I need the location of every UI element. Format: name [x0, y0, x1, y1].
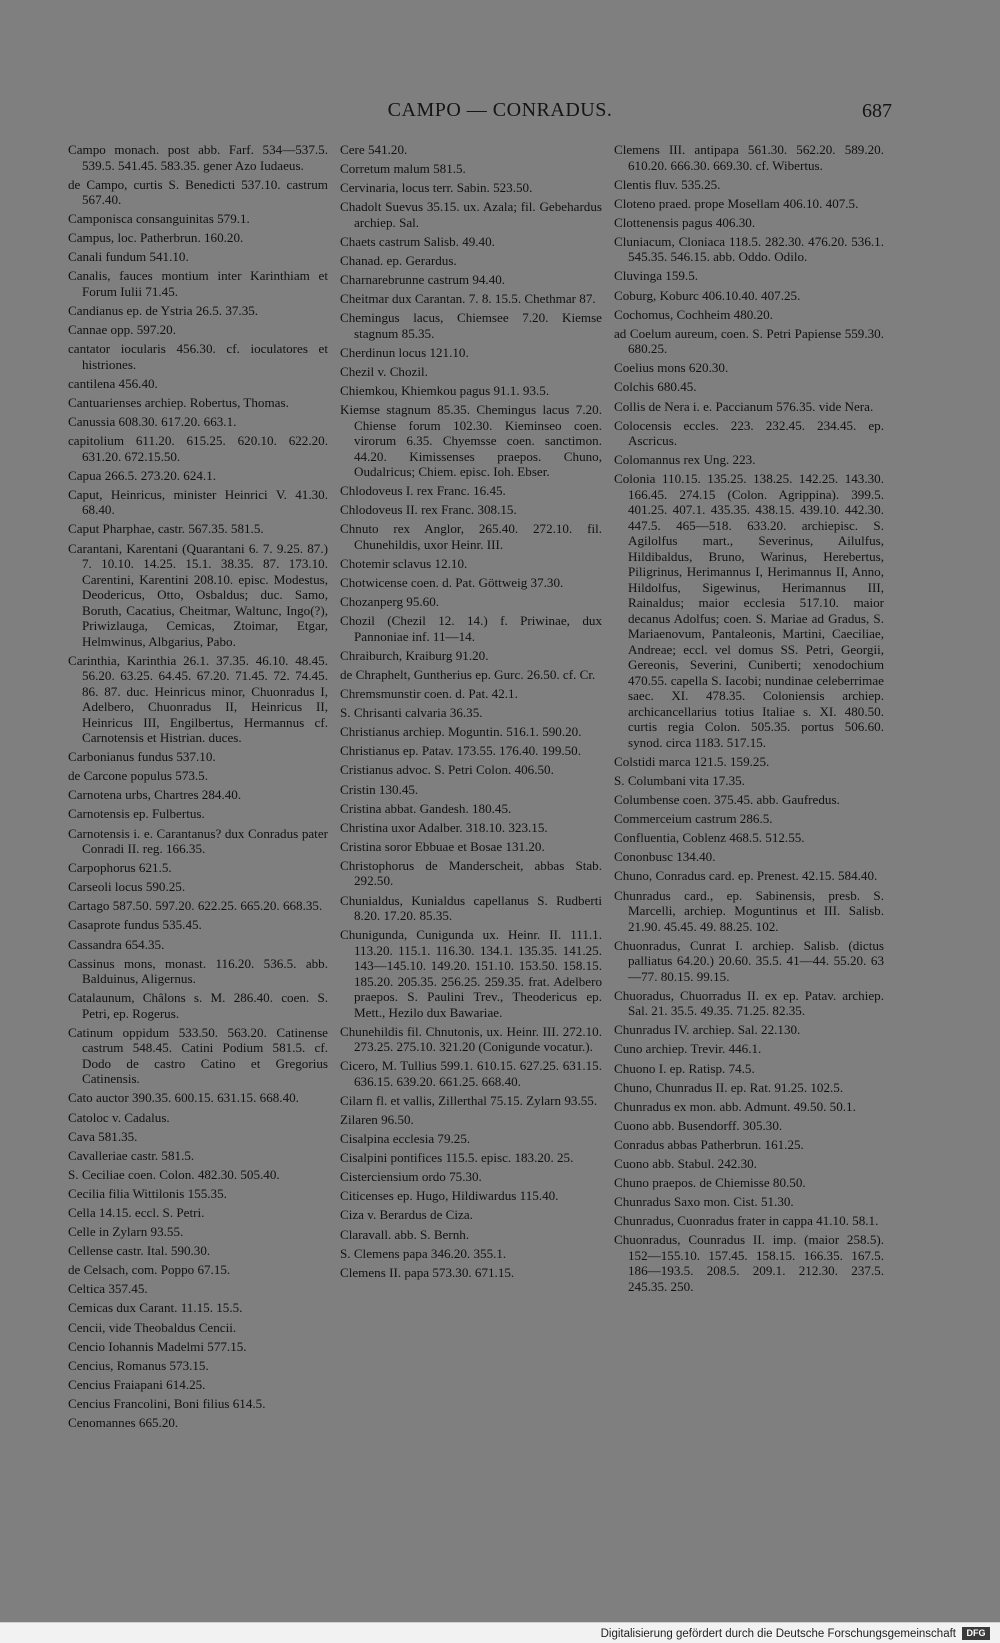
index-entry: Caput, Heinricus, minister Heinrici V. 41.30. 68.40. — [68, 486, 328, 518]
index-entry: Cere 541.20. — [340, 142, 408, 157]
index-entry: capitolium 611.20. 615.25. 620.10. 622.20. 631.20. 672.15.50. — [68, 433, 328, 464]
index-entry: Canali fundum 541.10. — [68, 249, 189, 265]
index-entry: Cherdinun locus 121.10. — [340, 344, 469, 360]
index-entry: Cassandra 654.35. — [68, 936, 165, 952]
index-entry: Cato auctor 390.35. 600.15. 631.15. 668.40. — [68, 1090, 299, 1106]
index-entry: Chlodoveus II. rex Franc. 308.15. — [340, 502, 517, 518]
index-entry: Chozil (Chezil 12. 14.) f. Priwinae, dux Pannoniae inf. 11—14. — [340, 613, 602, 644]
index-entry: Chadolt Suevus 35.15. ux. Azala; fil. Gebehardus archiep. Sal. — [340, 199, 602, 230]
index-entry: Christophorus de Manderscheit, abbas Stab. 292.50. — [340, 857, 602, 889]
index-entry: Cuno archiep. Trevir. 446.1. — [614, 1041, 762, 1057]
index-entry: Cisalpina ecclesia 79.25. — [340, 1131, 471, 1147]
index-entry: Ciza v. Berardus de Ciza. — [340, 1207, 473, 1223]
index-entry: Chuono I. ep. Ratisp. 74.5. — [614, 1060, 755, 1076]
index-entry: Chunradus Saxo mon. Cist. 51.30. — [614, 1194, 794, 1210]
index-entry: Chezil v. Chozil. — [340, 363, 428, 379]
index-entry: Chunehildis fil. Chnutonis, ux. Heinr. III. 272.10. 273.25. 275.10. 321.20 (Conigunde vocatur.). — [340, 1023, 602, 1055]
index-entry: Celle in Zylarn 93.55. — [68, 1224, 184, 1240]
index-entry: Chunigunda, Cunigunda ux. Heinr. II. 111.1. 113.20. 115.1. 116.30. 134.1. 135.35. 141.25. 143—145.10. 149.20. 151.10. 153.50. 158.15. 185.20. 205.35. 256.25. 259.35. frat. Adelbero praepos. S. Paulini Trev., Theodericus ep. Mett., Hezilo dux Bawariae. — [340, 927, 602, 1020]
index-entry: Corretum malum 581.5. — [340, 161, 466, 177]
index-entry: Campo monach. post abb. Farf. 534—537.5. 539.5. 541.45. 583.35. gener Azo Iudaeus. — [68, 142, 328, 173]
index-entry: Christianus ep. Patav. 173.55. 176.40. 199.50. — [340, 743, 582, 759]
index-entry: Chuonradus, Cunrat I. archiep. Salisb. (dictus palliatus 64.20.) 20.60. 35.5. 41—44. 55.20. 63—77. 80.15. 99.15. — [614, 937, 884, 984]
index-entry: Chotemir sclavus 12.10. — [340, 556, 468, 571]
index-entry: Colonia 110.15. 135.25. 138.25. 142.25. 143.30. 166.45. 274.15 (Colon. Agrippina). 399.5. 401.25. 407.1. 435.35. 438.15. 439.10. 442.30. 447.5. 465—518. 633.20. archiepisc. S. Agilolfus mart., Severinus, Ailulfus, Hildibaldus, Bruno, Warinus, Herebertus, Piligrinus, Herimannus I, Herimannus II, Anno, Hildolfus, Sigewinus, Herimannus III, Rainaldus; maior ecclesia 517.10. maior decanus Adolfus; coen. S. Mariae ad Gradus, S. Mariaenovum, Pantaleonis, Martini, Caeciliae, Andreae; eccl. vel domus SS. Petri, Georgii, Gereonis, Severini, Cuniberti; xenodochium 470.55. capella S. Iacobi; nundinae celeberrimae saec. XI. 478.35. Coloniensis archiep. archicancellarius totius Italiae s. XI. 480.50. curtis regia Colon. 505.35. portus 506.60. synod. circa 1183. 517.15. — [614, 471, 884, 750]
index-entry: Columbense coen. 375.45. abb. Gaufredus. — [614, 792, 840, 808]
index-entry: de Campo, curtis S. Benedicti 537.10. castrum 567.40. — [68, 176, 328, 208]
index-entry: Cannae opp. 597.20. — [68, 322, 177, 338]
index-entry: Chuoradus, Chuorradus II. ex ep. Patav. archiep. Sal. 21. 35.5. 49.35. 71.25. 82.35. — [614, 987, 884, 1019]
index-entry: Catoloc v. Cadalus. — [68, 1109, 170, 1125]
index-entry: Cervinaria, locus terr. Sabin. 523.50. — [340, 180, 533, 196]
index-entry: Cluvinga 159.5. — [614, 268, 699, 284]
index-entry: Cononbusc 134.40. — [614, 849, 716, 865]
index-column-3 — [614, 142, 884, 1298]
index-entry: Catinum oppidum 533.50. 563.20. Catinense castrum 548.45. Catini Podium 581.5. cf. Dodo de castro Catino et Gregorius Catinensis. — [68, 1024, 328, 1087]
index-entry: Chraiburch, Kraiburg 91.20. — [340, 647, 489, 663]
index-entry: Campus, loc. Patherbrun. 160.20. — [68, 230, 244, 246]
index-entry: de Celsach, com. Poppo 67.15. — [68, 1262, 231, 1278]
index-entry: Chanad. ep. Gerardus. — [340, 252, 457, 268]
index-entry: Cencii, vide Theobaldus Cencii. — [68, 1319, 237, 1335]
index-entry: Cuono abb. Stabul. 242.30. — [614, 1156, 757, 1171]
index-entry: Cisterciensium ordo 75.30. — [340, 1169, 482, 1185]
index-entry: Charnarebrunne castrum 94.40. — [340, 272, 506, 288]
index-entry: Cristina soror Ebbuae et Bosae 131.20. — [340, 838, 545, 854]
index-entry: Cemicas dux Carant. 11.15. 15.5. — [68, 1300, 243, 1316]
index-entry: S. Columbani vita 17.35. — [614, 773, 745, 788]
index-entry: Carpophorus 621.5. — [68, 860, 172, 876]
index-entry: Cella 14.15. eccl. S. Petri. — [68, 1204, 205, 1220]
index-entry: Cartago 587.50. 597.20. 622.25. 665.20. 668.35. — [68, 898, 323, 914]
footer-credit: Digitalisierung gefördert durch die Deutsche Forschungsgemeinschaft — [600, 1628, 956, 1640]
index-entry: Claravall. abb. S. Bernh. — [340, 1226, 470, 1242]
index-entry: Candianus ep. de Ystria 26.5. 37.35. — [68, 303, 259, 319]
index-entry: Colomannus rex Ung. 223. — [614, 452, 756, 468]
index-entry: Chunialdus, Kunialdus capellanus S. Rudberti 8.20. 17.20. 85.35. — [340, 892, 602, 923]
index-entry: Zilaren 96.50. — [340, 1111, 414, 1127]
index-entry: Chotwicense coen. d. Pat. Göttweig 37.30. — [340, 575, 564, 591]
index-entry: Clentis fluv. 535.25. — [614, 176, 721, 192]
index-entry: Confluentia, Coblenz 468.5. 512.55. — [614, 830, 805, 846]
index-entry: Cilarn fl. et vallis, Zillerthal 75.15. Zylarn 93.55. — [340, 1092, 598, 1108]
index-entry: Citicenses ep. Hugo, Hildiwardus 115.40. — [340, 1188, 559, 1204]
index-entry: Caput Pharphae, castr. 567.35. 581.5. — [68, 521, 264, 537]
index-entry: Kiemse stagnum 85.35. Chemingus lacus 7.20. Chiense forum 102.30. Kieminseo coen. virorum 6.35. Chyemsse coen. sanctimon. 44.20. Kimissenses praepos. Chuno, Oudalricus; Chiem. episc. Ioh. Ebser. — [340, 402, 602, 480]
index-entry: Colchis 680.45. — [614, 379, 697, 395]
index-entry: Chlodoveus I. rex Franc. 16.45. — [340, 483, 506, 499]
index-entry: Carnotensis i. e. Carantanus? dux Conradus pater Conradi II. reg. 166.35. — [68, 825, 328, 857]
index-entry: S. Chrisanti calvaria 36.35. — [340, 705, 483, 721]
index-entry: Capua 266.5. 273.20. 624.1. — [68, 467, 217, 483]
index-entry: Cristin 130.45. — [340, 781, 419, 797]
index-entry: Casaprote fundus 535.45. — [68, 917, 202, 933]
index-entry: de Chraphelt, Guntherius ep. Gurc. 26.50. cf. Cr. — [340, 666, 596, 682]
page-title: CAMPO — CONRADUS. — [387, 99, 613, 121]
index-entry: Chremsmunstir coen. d. Pat. 42.1. — [340, 686, 518, 702]
index-entry: Christina uxor Adalber. 318.10. 323.15. — [340, 819, 548, 835]
index-entry: Cassinus mons, monast. 116.20. 536.5. abb. Balduinus, Aligernus. — [68, 955, 328, 987]
index-entry: Chuno, Chunradus II. ep. Rat. 91.25. 102.5. — [614, 1079, 844, 1095]
index-entry: Carinthia, Karinthia 26.1. 37.35. 46.10. 48.45. 56.20. 63.25. 64.45. 67.20. 71.45. 72. 74.45. 86. 87. duc. Heinricus minor, Chuonradus I, Adelbero, Chuonradus II, Heinricus II, Heinricus III, Engilbertus, Hermannus cf. Carnotensis et Histrian. duces. — [68, 652, 328, 746]
index-entry: Cencius, Romanus 573.15. — [68, 1357, 209, 1373]
index-entry: Cenomannes 665.20. — [68, 1415, 179, 1430]
index-entry: Cluniacum, Cloniaca 118.5. 282.30. 476.20. 536.1. 545.35. 546.15. abb. Oddo. Odilo. — [614, 233, 884, 265]
index-entry: Chunradus IV. archiep. Sal. 22.130. — [614, 1022, 801, 1038]
index-entry: Coelius mons 620.30. — [614, 360, 729, 376]
index-entry: Celtica 357.45. — [68, 1281, 148, 1297]
index-entry: de Carcone populus 573.5. — [68, 768, 209, 784]
index-entry: Coburg, Koburc 406.10.40. 407.25. — [614, 287, 801, 303]
index-entry: Chuno praepos. de Chiemisse 80.50. — [614, 1175, 806, 1191]
index-entry: Carantani, Karentani (Quarantani 6. 7. 9.25. 87.) 7. 10.10. 14.25. 15.1. 38.35. 87. 173.10. Carentini, Karentini 208.10. episc. Modestus, Deodericus, Otto, Osbaldus; duc. Samo, Boruth, Cacatius, Cheitmar, Waltunc, Ingo(?), Priwizlauga, Cemicas, Ztoimar, Etgar, Helmwinus, Albgarius, Pabo. — [68, 540, 328, 649]
index-entry: Chuonradus, Counradus II. imp. (maior 258.5). 152—155.10. 157.45. 158.15. 166.35. 167.5. 186—193.5. 208.5. 209.1. 212.30. 237.5. 245.35. 250. — [614, 1232, 884, 1294]
index-entry: Chunradus card., ep. Sabinensis, presb. S. Marcelli, archiep. Moguntinus et III. Salisb. 21.90. 45.45. 49. 88.25. 102. — [614, 887, 884, 934]
index-entry: Cantuarienses archiep. Robertus, Thomas. — [68, 394, 289, 410]
index-entry: Cloteno praed. prope Mosellam 406.10. 407.5. — [614, 195, 859, 211]
index-entry: cantilena 456.40. — [68, 375, 158, 391]
index-entry: S. Clemens papa 346.20. 355.1. — [340, 1245, 507, 1261]
index-entry: Clemens II. papa 573.30. 671.15. — [340, 1264, 515, 1280]
index-entry: Clottenensis pagus 406.30. — [614, 214, 756, 230]
index-entry: Carbonianus fundus 537.10. — [68, 749, 216, 765]
index-entry: Chuno, Conradus card. ep. Prenest. 42.15. 584.40. — [614, 868, 878, 884]
index-entry: S. Ceciliae coen. Colon. 482.30. 505.40. — [68, 1166, 280, 1182]
index-entry: Camponisca consanguinitas 579.1. — [68, 211, 250, 227]
index-entry: Chiemkou, Khiemkou pagus 91.1. 93.5. — [340, 383, 550, 399]
index-entry: Cuono abb. Busendorff. 305.30. — [614, 1117, 783, 1133]
index-entry: Chemingus lacus, Chiemsee 7.20. Kiemse stagnum 85.35. — [340, 310, 602, 341]
index-entry: Cristina abbat. Gandesh. 180.45. — [340, 800, 512, 816]
index-entry: Cheitmar dux Carantan. 7. 8. 15.5. Chethmar 87. — [340, 291, 596, 307]
index-entry: Chaets castrum Salisb. 49.40. — [340, 233, 495, 249]
footer-bar — [0, 1622, 1000, 1643]
index-entry: Cavalleriae castr. 581.5. — [68, 1147, 195, 1163]
index-entry: Cellense castr. Ital. 590.30. — [68, 1243, 211, 1259]
index-entry: Colstidi marca 121.5. 159.25. — [614, 753, 770, 769]
index-entry: Commerceium castrum 286.5. — [614, 811, 773, 827]
index-column-2 — [340, 142, 602, 1284]
index-entry: Chunradus, Cuonradus frater in cappa 41.10. 58.1. — [614, 1213, 879, 1229]
index-entry: Cencius Fraiapani 614.25. — [68, 1376, 206, 1392]
index-entry: Cecilia filia Wittilonis 155.35. — [68, 1185, 227, 1201]
index-entry: Cencius Francolini, Boni filius 614.5. — [68, 1395, 266, 1411]
index-entry: Cisalpini pontifices 115.5. episc. 183.20. 25. — [340, 1150, 574, 1166]
index-entry: Collis de Nera i. e. Paccianum 576.35. vide Nera. — [614, 398, 874, 414]
index-entry: Cencio Iohannis Madelmi 577.15. — [68, 1338, 247, 1354]
index-entry: Catalaunum, Châlons s. M. 286.40. coen. S. Petri, ep. Rogerus. — [68, 990, 328, 1021]
index-entry: Clemens III. antipapa 561.30. 562.20. 589.20. 610.20. 666.30. 669.30. cf. Wibertus. — [614, 142, 884, 173]
index-entry: Canalis, fauces montium inter Karinthiam et Forum Iulii 71.45. — [68, 268, 328, 299]
page-number: 687 — [862, 100, 892, 122]
index-entry: Carnotensis ep. Fulbertus. — [68, 806, 205, 822]
index-entry: Christianus archiep. Moguntin. 516.1. 590.20. — [340, 724, 582, 740]
index-entry: Cochomus, Cochheim 480.20. — [614, 306, 773, 322]
index-entry: ad Coelum aureum, coen. S. Petri Papiense 559.30. 680.25. — [614, 325, 884, 357]
index-entry: Conradus abbas Patherbrun. 161.25. — [614, 1136, 804, 1152]
index-entry: Colocensis eccles. 223. 232.45. 234.45. ep. Ascricus. — [614, 417, 884, 449]
index-entry: Cicero, M. Tullius 599.1. 610.15. 627.25. 631.15. 636.15. 639.20. 661.25. 668.40. — [340, 1058, 602, 1089]
index-entry: Carseoli locus 590.25. — [68, 879, 186, 895]
index-entry: Carnotena urbs, Chartres 284.40. — [68, 787, 242, 803]
index-entry: Chozanperg 95.60. — [340, 594, 440, 610]
index-entry: Cava 581.35. — [68, 1128, 138, 1144]
index-entry: Chunradus ex mon. abb. Admunt. 49.50. 50.1. — [614, 1098, 856, 1114]
index-entry: Chnuto rex Anglor, 265.40. 272.10. fil. Chunehildis, uxor Heinr. III. — [340, 521, 602, 552]
index-entry: Canussia 608.30. 617.20. 663.1. — [68, 414, 237, 430]
index-column-1 — [68, 142, 328, 1434]
dfg-logo-icon: DFG — [962, 1627, 990, 1640]
index-entry: Cristianus advoc. S. Petri Colon. 406.50. — [340, 762, 554, 778]
index-entry: cantator iocularis 456.30. cf. ioculatores et histriones. — [68, 341, 328, 372]
